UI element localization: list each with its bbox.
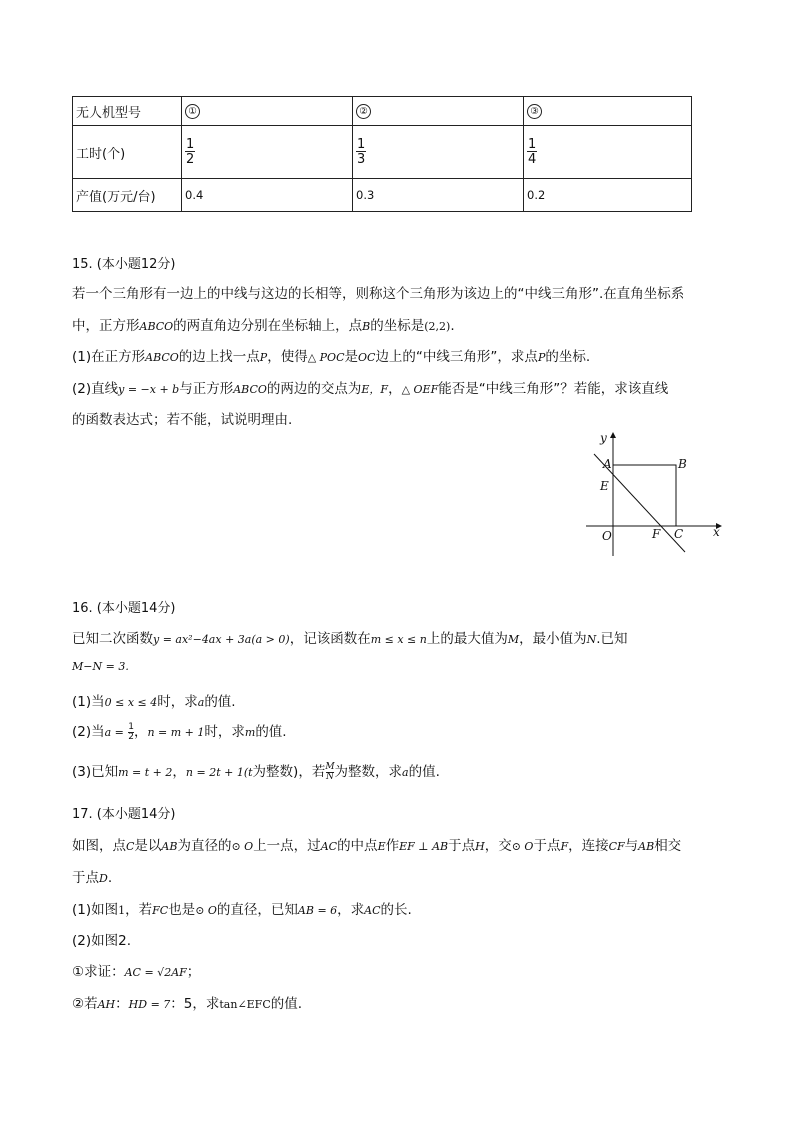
model-1-label: ① bbox=[185, 104, 200, 119]
value-3: 0.2 bbox=[524, 179, 692, 212]
label-o: O bbox=[602, 529, 612, 543]
q16-part3: (3)已知m = t + 2，n = 2t + 1(t为整数)，若 $\frac{M}{N}$ 为整数，求a的值. bbox=[72, 761, 440, 782]
q15-part2-line1: (2)直线y = −x + b与正方形ABCO的两边的交点为E，F，△ OEF能否是“中线三角形”？若能，求该直线 bbox=[72, 381, 669, 397]
q15-part2-line2: 的函数表达式；若不能，试说明理由. bbox=[72, 412, 293, 428]
label-e: E bbox=[600, 479, 609, 493]
label-x: x bbox=[713, 525, 720, 539]
y-axis-arrow bbox=[610, 432, 616, 438]
drone-model-table bbox=[72, 96, 692, 212]
table-row-hours bbox=[73, 126, 692, 179]
table-row-value bbox=[73, 179, 692, 212]
value-1: 0.4 bbox=[182, 179, 353, 212]
table-header-row bbox=[73, 97, 692, 126]
value-2: 0.3 bbox=[353, 179, 524, 212]
q16-line2: M−N = 3. bbox=[72, 660, 129, 673]
header-model: 无人机型号 bbox=[73, 97, 182, 126]
hours-label: 工时(个) bbox=[73, 126, 182, 179]
label-b: B bbox=[678, 457, 687, 471]
label-c: C bbox=[674, 527, 684, 541]
hours-value-2: $\frac{1}{3}$ bbox=[357, 137, 366, 167]
q15-coordinate-figure bbox=[582, 432, 722, 562]
q15-intro-line1: 若一个三角形有一边上的中线与这边的长相等，则称这个三角形为该边上的“中线三角形”.在直角坐标系 bbox=[72, 286, 685, 302]
q17-line1: 如图，点C是以AB为直径的⊙ O上一点，过AC的中点E作EF ⊥ AB于点H，交⊙ O于点F，连接CF与AB相交 bbox=[72, 838, 682, 854]
q16-line1: 已知二次函数y = ax²−4ax + 3a(a > 0)，记该函数在m ≤ x ≤ n上的最大值为M，最小值为N.已知 bbox=[72, 631, 628, 647]
label-a: A bbox=[603, 457, 612, 471]
q17-part1: (1)如图1，若FC也是⊙ O的直径，已知AB = 6，求AC的长. bbox=[72, 902, 412, 918]
hours-value-3: $\frac{1}{4}$ bbox=[528, 137, 537, 167]
q15-intro-line2: 中，正方形ABCO的两直角边分别在坐标轴上，点B的坐标是(2,2). bbox=[72, 318, 455, 334]
model-2-label: ② bbox=[356, 104, 371, 119]
label-f: F bbox=[652, 527, 661, 541]
q17-part2-2: ②若AH：HD = 7：5，求tan∠EFC的值. bbox=[72, 996, 303, 1012]
q15-part1: (1)在正方形ABCO的边上找一点P，使得△ POC是OC边上的“中线三角形”，求点P的坐标. bbox=[72, 349, 591, 365]
square-abco bbox=[613, 465, 676, 526]
q17-heading: 17. (本小题14分) bbox=[72, 807, 176, 822]
q16-heading: 16. (本小题14分) bbox=[72, 601, 176, 616]
value-label: 产值(万元/台) bbox=[73, 179, 182, 212]
q17-part2-1: ①求证：AC = √2AF； bbox=[72, 964, 201, 980]
q17-line2: 于点D. bbox=[72, 870, 113, 886]
hours-value-1: $\frac{1}{2}$ bbox=[186, 137, 195, 167]
model-3-label: ③ bbox=[527, 104, 542, 119]
q16-part2: (2)当a = $\frac{1}{2}$ ，n = m + 1时，求m的值. bbox=[72, 721, 287, 742]
label-y: y bbox=[600, 432, 607, 445]
q16-part1: (1)当0 ≤ x ≤ 4时，求a的值. bbox=[72, 694, 236, 710]
q17-part2: (2)如图2. bbox=[72, 933, 132, 949]
q15-heading: 15. (本小题12分) bbox=[72, 257, 176, 272]
